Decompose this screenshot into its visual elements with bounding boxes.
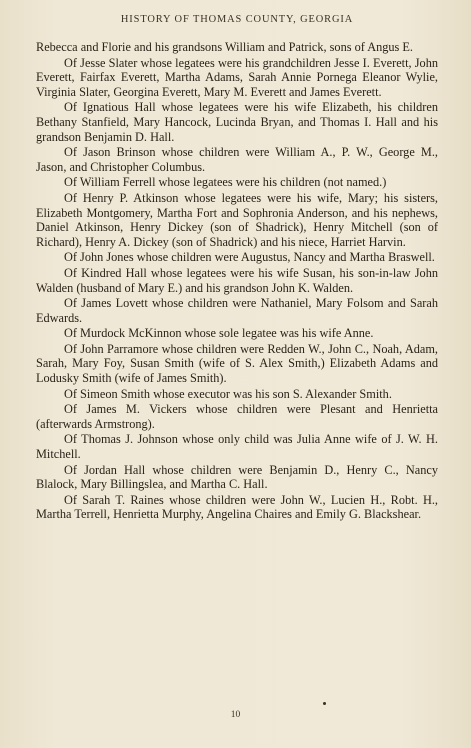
paragraph-continued: Rebecca and Florie and his grandsons William and Patrick, sons of Angus E.: [36, 40, 413, 54]
paragraph-kindred-hall: Of Kindred Hall whose legatees were his wife Susan, his son-in-law John Walden (husband of Mary E.) and his grandson John K. Walden.: [36, 265, 438, 295]
page-number: 10: [230, 710, 241, 720]
paragraph-john-jones: Of John Jones whose children were Augustus, Nancy and Martha Braswell.: [64, 250, 435, 265]
page-body: [36, 40, 438, 522]
paragraph-henry-atkinson: Of Henry P. Atkinson whose legatees were his wife, Mary; his sisters, Elizabeth Montgomery, Martha Fort and Sophronia Anderson, and his nephews, Daniel Atkinson, Henry Dickey (son of Shadrick), Henry Mitchell (son of Richard), Henry A. Dickey (son of Shadrick) and his niece, Harriet Harvin.: [36, 190, 438, 249]
paragraph-jesse-slater: Of Jesse Slater whose legatees were his grandchildren Jesse I. Everett, John Everett, Fairfax Everett, Martha Adams, Sarah Annie Pornega Eleanor Wylie, Virginia Slater, Georgina Everett, Mary M. Everett and James Everett.: [36, 55, 438, 99]
paragraph-john-parramore: Of John Parramore whose children were Redden W., John C., Noah, Adam, Sarah, Mary Foy, Susan Smith (wife of S. Alex Smith,) Elizabeth Adams and Lodusky Smith (wife of James Smith).: [36, 341, 438, 386]
paragraph-murdock-mckinnon: Of Murdock McKinnon whose sole legatee was his wife Anne.: [64, 326, 374, 341]
paragraph-sarah-raines: Of Sarah T. Raines whose children were John W., Lucien H., Robt. H., Martha Terrell, Henrietta Murphy, Angelina Chaires and Emily G. Blackshear.: [36, 492, 438, 522]
paragraph-jordan-hall: Of Jordan Hall whose children were Benjamin D., Henry C., Nancy Blalock, Mary Billingslea, and Martha C. Hall.: [36, 462, 438, 492]
paragraph-james-vickers: Of James M. Vickers whose children were Plesant and Henrietta (afterwards Armstrong).: [36, 402, 438, 431]
running-head: HISTORY OF THOMAS COUNTY, GEORGIA: [120, 14, 354, 25]
paragraph-james-lovett: Of James Lovett whose children were Nathaniel, Mary Folsom and Sarah Edwards.: [36, 296, 438, 325]
ink-speck: [323, 702, 326, 705]
paragraph-ignatious-hall: Of Ignatious Hall whose legatees were his wife Elizabeth, his children Bethany Stanfield, Mary Hancock, Lucinda Bryan, and Thomas I. Hall and his grandson Benjamin D. Hall.: [36, 100, 438, 144]
paragraph-simeon-smith: Of Simeon Smith whose executor was his son S. Alexander Smith.: [64, 386, 392, 401]
paragraph-jason-brinson: Of Jason Brinson whose children were William A., P. W., George M., Jason, and Christopher Columbus.: [36, 145, 438, 174]
paragraph-thomas-johnson: Of Thomas J. Johnson whose only child was Julia Anne wife of J. W. H. Mitchell.: [36, 432, 438, 462]
paragraph-william-ferrell: Of William Ferrell whose legatees were his children (not named.): [64, 175, 387, 190]
